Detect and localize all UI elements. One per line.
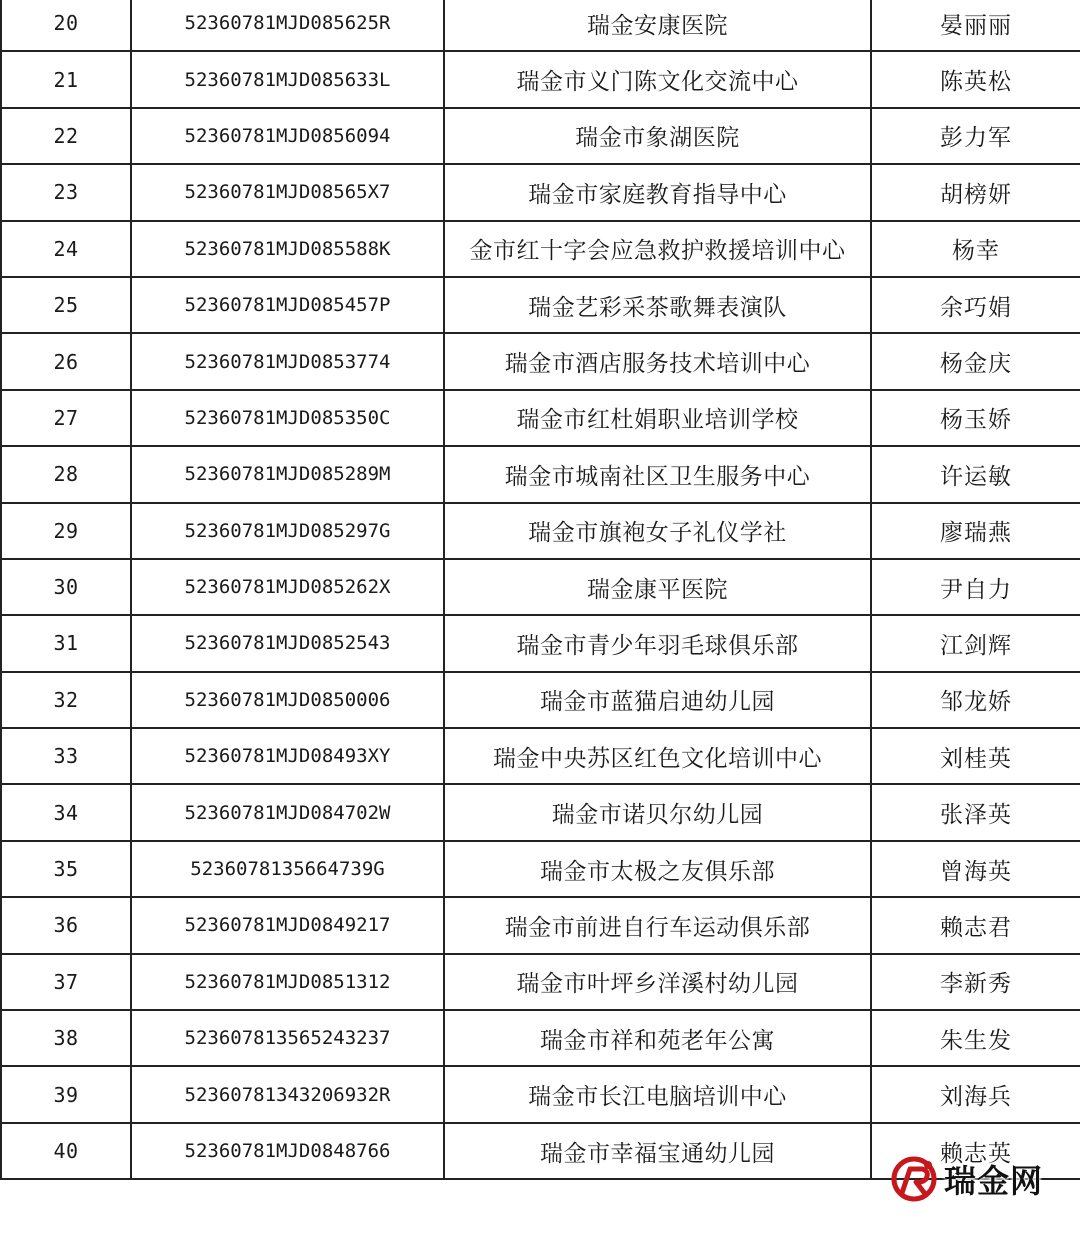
- legal-representative-cell: 张泽英: [871, 784, 1080, 840]
- credit-code-cell: 52360781MJD08493XY: [131, 728, 444, 784]
- credit-code-cell: 5236078135652432​37: [131, 1010, 444, 1066]
- credit-code-cell: 52360781MJD0850006: [131, 672, 444, 728]
- row-index-cell: 37: [1, 954, 131, 1010]
- organization-name-cell: 瑞金市酒店服务技术培训中心: [444, 333, 871, 389]
- table-row: [1, 1066, 1080, 1122]
- row-index-cell: 28: [1, 446, 131, 502]
- table-row: [1, 615, 1080, 671]
- credit-code-cell: 52360781MJD08565X7: [131, 164, 444, 220]
- credit-code-cell: 52360781MJD0856094: [131, 108, 444, 164]
- row-index-cell: 26: [1, 333, 131, 389]
- logo-dot: [924, 1161, 932, 1169]
- legal-representative-cell: 胡榜妍: [871, 164, 1080, 220]
- legal-representative-cell: 许运敏: [871, 446, 1080, 502]
- table-row: [1, 728, 1080, 784]
- row-index-cell: 20: [1, 0, 131, 51]
- legal-representative-cell: 余巧娟: [871, 277, 1080, 333]
- row-index-cell: 34: [1, 784, 131, 840]
- credit-code-cell: 5236078135664739G: [131, 841, 444, 897]
- credit-code-cell: 52360781MJD085297G: [131, 503, 444, 559]
- legal-representative-cell: 陈英松: [871, 51, 1080, 107]
- organization-name-cell: 金市红十字会应急救护救援培训中心: [444, 221, 871, 277]
- organization-name-cell: 瑞金市青少年羽毛球俱乐部: [444, 615, 871, 671]
- organization-name-cell: 瑞金市幸福宝通幼儿园: [444, 1123, 871, 1179]
- organization-name-cell: 瑞金市义门陈文化交流中心: [444, 51, 871, 107]
- table-row: [1, 0, 1080, 51]
- ruijin-logo-icon: [888, 1153, 940, 1205]
- organization-name-cell: 瑞金市祥和苑老年公寓: [444, 1010, 871, 1066]
- credit-code-cell: 52360781MJD0851312: [131, 954, 444, 1010]
- legal-representative-cell: 刘海兵: [871, 1066, 1080, 1122]
- legal-representative-cell: 赖志君: [871, 897, 1080, 953]
- credit-code-cell: 52360781MJD085588K: [131, 221, 444, 277]
- credit-code-cell: 52360781MJD084702W: [131, 784, 444, 840]
- table-row: [1, 221, 1080, 277]
- legal-representative-cell: 刘桂英: [871, 728, 1080, 784]
- legal-representative-cell: 杨幸: [871, 221, 1080, 277]
- credit-code-cell: 52360781MJD085633L: [131, 51, 444, 107]
- watermark-text: 瑞金网: [944, 1162, 1044, 1200]
- logo-letter: [902, 1169, 927, 1195]
- credit-code-cell: 52360781MJD0852543: [131, 615, 444, 671]
- table-row: [1, 897, 1080, 953]
- organization-name-cell: 瑞金市红杜娟职业培训学校: [444, 390, 871, 446]
- table-row: [1, 503, 1080, 559]
- table-row: [1, 164, 1080, 220]
- row-index-cell: 27: [1, 390, 131, 446]
- organization-name-cell: 瑞金市象湖医院: [444, 108, 871, 164]
- row-index-cell: 35: [1, 841, 131, 897]
- organization-name-cell: 瑞金安康医院: [444, 0, 871, 51]
- table-row: [1, 108, 1080, 164]
- legal-representative-cell: 尹自力: [871, 559, 1080, 615]
- row-index-cell: 22: [1, 108, 131, 164]
- legal-representative-cell: 廖瑞燕: [871, 503, 1080, 559]
- organization-name-cell: 瑞金市蓝猫启迪幼儿园: [444, 672, 871, 728]
- organization-name-cell: 瑞金市太极之友俱乐部: [444, 841, 871, 897]
- legal-representative-cell: 李新秀: [871, 954, 1080, 1010]
- row-index-cell: 29: [1, 503, 131, 559]
- organization-name-cell: 瑞金市长江电脑培训中心: [444, 1066, 871, 1122]
- table-row: [1, 784, 1080, 840]
- organization-name-cell: 瑞金市前进自行车运动俱乐部: [444, 897, 871, 953]
- row-index-cell: 36: [1, 897, 131, 953]
- credit-code-cell: 52360781MJD085289M: [131, 446, 444, 502]
- table-row: [1, 390, 1080, 446]
- legal-representative-cell: 杨玉娇: [871, 390, 1080, 446]
- legal-representative-cell: 晏丽丽: [871, 0, 1080, 51]
- credit-code-cell: 5236078134320​6932R: [131, 1066, 444, 1122]
- credit-code-cell: 52360781MJD085625R: [131, 0, 444, 51]
- table-row: [1, 672, 1080, 728]
- organization-name-cell: 瑞金市叶坪乡洋溪村幼儿园: [444, 954, 871, 1010]
- legal-representative-cell: 朱生发: [871, 1010, 1080, 1066]
- legal-representative-cell: 邹龙娇: [871, 672, 1080, 728]
- organization-name-cell: 瑞金康平医院: [444, 559, 871, 615]
- table-row: [1, 446, 1080, 502]
- row-index-cell: 30: [1, 559, 131, 615]
- organization-name-cell: 瑞金市诺贝尔幼儿园: [444, 784, 871, 840]
- row-index-cell: 40: [1, 1123, 131, 1179]
- row-index-cell: 38: [1, 1010, 131, 1066]
- row-index-cell: 32: [1, 672, 131, 728]
- table-row: [1, 954, 1080, 1010]
- site-watermark: [888, 1150, 1068, 1208]
- row-index-cell: 31: [1, 615, 131, 671]
- credit-code-cell: 52360781MJD0848766: [131, 1123, 444, 1179]
- table-row: [1, 51, 1080, 107]
- table-row: [1, 277, 1080, 333]
- organization-name-cell: 瑞金市旗袍女子礼仪学社: [444, 503, 871, 559]
- row-index-cell: 39: [1, 1066, 131, 1122]
- row-index-cell: 21: [1, 51, 131, 107]
- table-row: [1, 559, 1080, 615]
- row-index-cell: 33: [1, 728, 131, 784]
- organization-name-cell: 瑞金市城南社区卫生服务中心: [444, 446, 871, 502]
- credit-code-cell: 52360781MJD085350C: [131, 390, 444, 446]
- credit-code-cell: 52360781MJD085262X: [131, 559, 444, 615]
- table-row: [1, 1010, 1080, 1066]
- table-row: [1, 333, 1080, 389]
- legal-representative-cell: 赖志英: [871, 1123, 1080, 1179]
- table-row: [1, 841, 1080, 897]
- credit-code-cell: 52360781MJD0853774: [131, 333, 444, 389]
- legal-representative-cell: 曾海英: [871, 841, 1080, 897]
- legal-representative-cell: 杨金庆: [871, 333, 1080, 389]
- row-index-cell: 23: [1, 164, 131, 220]
- organization-name-cell: 瑞金艺彩采茶歌舞表演队: [444, 277, 871, 333]
- legal-representative-cell: 江剑辉: [871, 615, 1080, 671]
- row-index-cell: 24: [1, 221, 131, 277]
- table-body: [1, 0, 1080, 1179]
- legal-representative-cell: 彭力军: [871, 108, 1080, 164]
- organization-name-cell: 瑞金市家庭教育指导中心: [444, 164, 871, 220]
- credit-code-cell: 52360781MJD0849217: [131, 897, 444, 953]
- organization-name-cell: 瑞金中央苏区红色文化培训中心: [444, 728, 871, 784]
- credit-code-cell: 52360781MJD085457P: [131, 277, 444, 333]
- row-index-cell: 25: [1, 277, 131, 333]
